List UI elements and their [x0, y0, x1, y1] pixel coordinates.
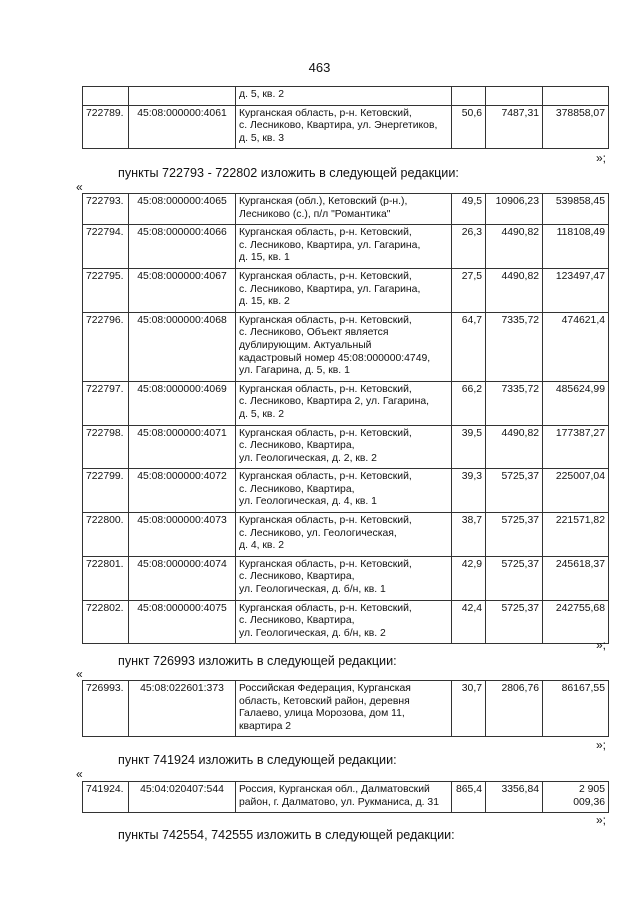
address-line: д. 5, кв. 3 — [239, 132, 285, 144]
cell-item-number: 722798. — [83, 425, 129, 469]
cell-cadastral-value — [543, 87, 609, 106]
cell-cadastral-value: 242755,68 — [543, 600, 609, 644]
cell-area: 38,7 — [452, 513, 486, 557]
cell-unit-value: 7335,72 — [486, 312, 543, 381]
cell-cadastral-number: 45:08:000000:4071 — [129, 425, 236, 469]
instruction-text: пункты 722793 - 722802 изложить в следующей редакции: — [118, 166, 459, 180]
cell-cadastral-number: 45:08:000000:4066 — [129, 225, 236, 269]
table-row — [83, 268, 609, 312]
address-line: кадастровый номер 45:08:000000:4749, — [239, 352, 431, 364]
address-line: с. Лесниково, Объект является — [239, 327, 389, 339]
cell-unit-value — [486, 87, 543, 106]
cell-cadastral-value: 474621,4 — [543, 312, 609, 381]
registry-table-4 — [82, 781, 609, 813]
cell-area: 26,3 — [452, 225, 486, 269]
address-line: д. 15, кв. 2 — [239, 296, 290, 308]
cell-cadastral-number: 45:08:000000:4069 — [129, 381, 236, 425]
table-row — [83, 225, 609, 269]
cell-cadastral-value: 123497,47 — [543, 268, 609, 312]
table-row — [83, 513, 609, 557]
table-row — [83, 425, 609, 469]
address-line: д. 4, кв. 2 — [239, 540, 285, 552]
cell-cadastral-value: 118108,49 — [543, 225, 609, 269]
address-line: с. Лесниково, Квартира, ул. Энергетиков, — [239, 120, 438, 132]
cell-area: 66,2 — [452, 381, 486, 425]
cell-address — [236, 513, 452, 557]
registry-table-2 — [82, 193, 609, 644]
instruction-text: пункт 741924 изложить в следующей редакции: — [118, 753, 397, 767]
table-row — [83, 87, 609, 106]
address-line: д. 5, кв. 2 — [239, 89, 285, 100]
closing-quote: »; — [595, 813, 606, 827]
address-line: с. Лесниково, Квартира, ул. Гагарина, — [239, 283, 421, 295]
address-line: д. 5, кв. 2 — [239, 408, 285, 420]
cell-cadastral-value: 86167,55 — [543, 681, 609, 737]
cell-cadastral-value: 2 905 009,36 — [543, 782, 609, 813]
table-row — [83, 782, 609, 813]
registry-table-3 — [82, 680, 609, 737]
cell-cadastral-number: 45:08:000000:4075 — [129, 600, 236, 644]
cell-address — [236, 105, 452, 149]
cell-address — [236, 225, 452, 269]
cell-address — [236, 600, 452, 644]
cell-address — [236, 381, 452, 425]
table-row — [83, 105, 609, 149]
address-line: квартира 2 — [239, 720, 292, 732]
address-line: с. Лесниково, Квартира, — [239, 615, 355, 627]
address-line: Галаево, улица Морозова, дом 11, — [239, 708, 405, 720]
cell-area: 30,7 — [452, 681, 486, 737]
address-line: Курганская область, р-н. Кетовский, — [239, 314, 412, 326]
table-row — [83, 381, 609, 425]
cell-address — [236, 312, 452, 381]
address-line: Россия, Курганская обл., Далматовский — [239, 784, 430, 795]
cell-address — [236, 782, 452, 813]
cell-cadastral-number: 45:08:000000:4067 — [129, 268, 236, 312]
cell-item-number: 722794. — [83, 225, 129, 269]
address-line: Курганская область, р-н. Кетовский, — [239, 515, 412, 527]
cell-item-number: 722796. — [83, 312, 129, 381]
table-row — [83, 600, 609, 644]
address-line: ул. Геологическая, д. 2, кв. 2 — [239, 452, 377, 464]
address-line: Курганская область, р-н. Кетовский, — [239, 471, 412, 483]
address-line: ул. Геологическая, д. б/н, кв. 1 — [239, 584, 386, 596]
cell-address — [236, 425, 452, 469]
address-line: Курганская область, р-н. Кетовский, — [239, 427, 412, 439]
instruction-text: пункт 726993 изложить в следующей редакции: — [118, 654, 397, 668]
address-line: Курганская область, р-н. Кетовский, — [239, 558, 412, 570]
address-line: с. Лесниково, Квартира, — [239, 440, 355, 452]
cell-address — [236, 194, 452, 225]
table-row — [83, 312, 609, 381]
cell-cadastral-number: 45:08:000000:4061 — [129, 105, 236, 149]
cell-item-number: 722801. — [83, 556, 129, 600]
cell-unit-value: 4490,82 — [486, 425, 543, 469]
cell-item-number: 722802. — [83, 600, 129, 644]
address-line: Курганская (обл.), Кетовский (р-н.), — [239, 196, 408, 207]
page-number: 463 — [308, 60, 331, 75]
cell-cadastral-value: 378858,07 — [543, 105, 609, 149]
cell-area — [452, 87, 486, 106]
cell-area: 50,6 — [452, 105, 486, 149]
cell-item-number: 741924. — [83, 782, 129, 813]
address-line: Курганская область, р-н. Кетовский, — [239, 602, 412, 614]
cell-item-number: 722800. — [83, 513, 129, 557]
cell-unit-value: 7487,31 — [486, 105, 543, 149]
cell-cadastral-number: 45:04:020407:544 — [129, 782, 236, 813]
cell-item-number: 722793. — [83, 194, 129, 225]
closing-quote: »; — [595, 151, 606, 165]
cell-area: 42,4 — [452, 600, 486, 644]
cell-area: 64,7 — [452, 312, 486, 381]
cell-unit-value: 2806,76 — [486, 681, 543, 737]
cell-address — [236, 681, 452, 737]
opening-quote: « — [76, 767, 83, 781]
address-line: с. Лесниково, Квартира, ул. Гагарина, — [239, 239, 421, 251]
cell-item-number — [83, 87, 129, 106]
cell-cadastral-value: 485624,99 — [543, 381, 609, 425]
address-line: Лесниково (с.), п/л "Романтика" — [239, 208, 391, 220]
table-row — [83, 194, 609, 225]
cell-item-number: 722789. — [83, 105, 129, 149]
table-row — [83, 681, 609, 737]
cell-cadastral-number: 45:08:000000:4068 — [129, 312, 236, 381]
cell-item-number: 726993. — [83, 681, 129, 737]
cell-item-number: 722797. — [83, 381, 129, 425]
cell-cadastral-value: 539858,45 — [543, 194, 609, 225]
cell-area: 49,5 — [452, 194, 486, 225]
address-line: д. 15, кв. 1 — [239, 252, 290, 264]
cell-address — [236, 87, 452, 106]
address-line: Российская Федерация, Курганская — [239, 683, 411, 694]
cell-unit-value: 5725,37 — [486, 556, 543, 600]
cell-cadastral-number: 45:08:022601:373 — [129, 681, 236, 737]
cell-area: 39,5 — [452, 425, 486, 469]
closing-quote: »; — [595, 738, 606, 752]
cell-unit-value: 5725,37 — [486, 469, 543, 513]
cell-cadastral-number: 45:08:000000:4074 — [129, 556, 236, 600]
cell-cadastral-value: 221571,82 — [543, 513, 609, 557]
cell-cadastral-number: 45:08:000000:4072 — [129, 469, 236, 513]
cell-item-number: 722795. — [83, 268, 129, 312]
cell-address — [236, 556, 452, 600]
closing-quote: »; — [595, 638, 606, 652]
address-line: Курганская область, р-н. Кетовский, — [239, 227, 412, 239]
address-line: Курганская область, р-н. Кетовский, — [239, 383, 412, 395]
instruction-text: пункты 742554, 742555 изложить в следующей редакции: — [118, 828, 455, 842]
cell-cadastral-number: 45:08:000000:4065 — [129, 194, 236, 225]
cell-unit-value: 7335,72 — [486, 381, 543, 425]
cell-unit-value: 4490,82 — [486, 268, 543, 312]
cell-area: 865,4 — [452, 782, 486, 813]
table-row — [83, 556, 609, 600]
cell-unit-value: 5725,37 — [486, 513, 543, 557]
address-line: ул. Геологическая, д. б/н, кв. 2 — [239, 627, 386, 639]
opening-quote: « — [76, 180, 83, 194]
registry-table-1 — [82, 86, 609, 149]
address-line: с. Лесниково, ул. Геологическая, — [239, 527, 397, 539]
cell-cadastral-number — [129, 87, 236, 106]
cell-cadastral-number: 45:08:000000:4073 — [129, 513, 236, 557]
cell-area: 27,5 — [452, 268, 486, 312]
cell-cadastral-value: 225007,04 — [543, 469, 609, 513]
address-line: с. Лесниково, Квартира 2, ул. Гагарина, — [239, 396, 429, 408]
cell-area: 42,9 — [452, 556, 486, 600]
address-line: область, Кетовский район, деревня — [239, 695, 410, 707]
address-line: дублирующим. Актуальный — [239, 339, 372, 351]
cell-address — [236, 469, 452, 513]
address-line: ул. Гагарина, д. 5, кв. 1 — [239, 365, 350, 377]
table-row — [83, 469, 609, 513]
address-line: район, г. Далматово, ул. Рукманиса, д. 31 — [239, 796, 439, 808]
opening-quote: « — [76, 667, 83, 681]
address-line: с. Лесниково, Квартира, — [239, 571, 355, 583]
address-line: Курганская область, р-н. Кетовский, — [239, 107, 412, 119]
cell-unit-value: 5725,37 — [486, 600, 543, 644]
cell-address — [236, 268, 452, 312]
cell-item-number: 722799. — [83, 469, 129, 513]
cell-unit-value: 10906,23 — [486, 194, 543, 225]
cell-area: 39,3 — [452, 469, 486, 513]
cell-unit-value: 3356,84 — [486, 782, 543, 813]
address-line: Курганская область, р-н. Кетовский, — [239, 270, 412, 282]
cell-unit-value: 4490,82 — [486, 225, 543, 269]
address-line: с. Лесниково, Квартира, — [239, 483, 355, 495]
address-line: ул. Геологическая, д. 4, кв. 1 — [239, 496, 377, 508]
cell-cadastral-value: 245618,37 — [543, 556, 609, 600]
cell-cadastral-value: 177387,27 — [543, 425, 609, 469]
